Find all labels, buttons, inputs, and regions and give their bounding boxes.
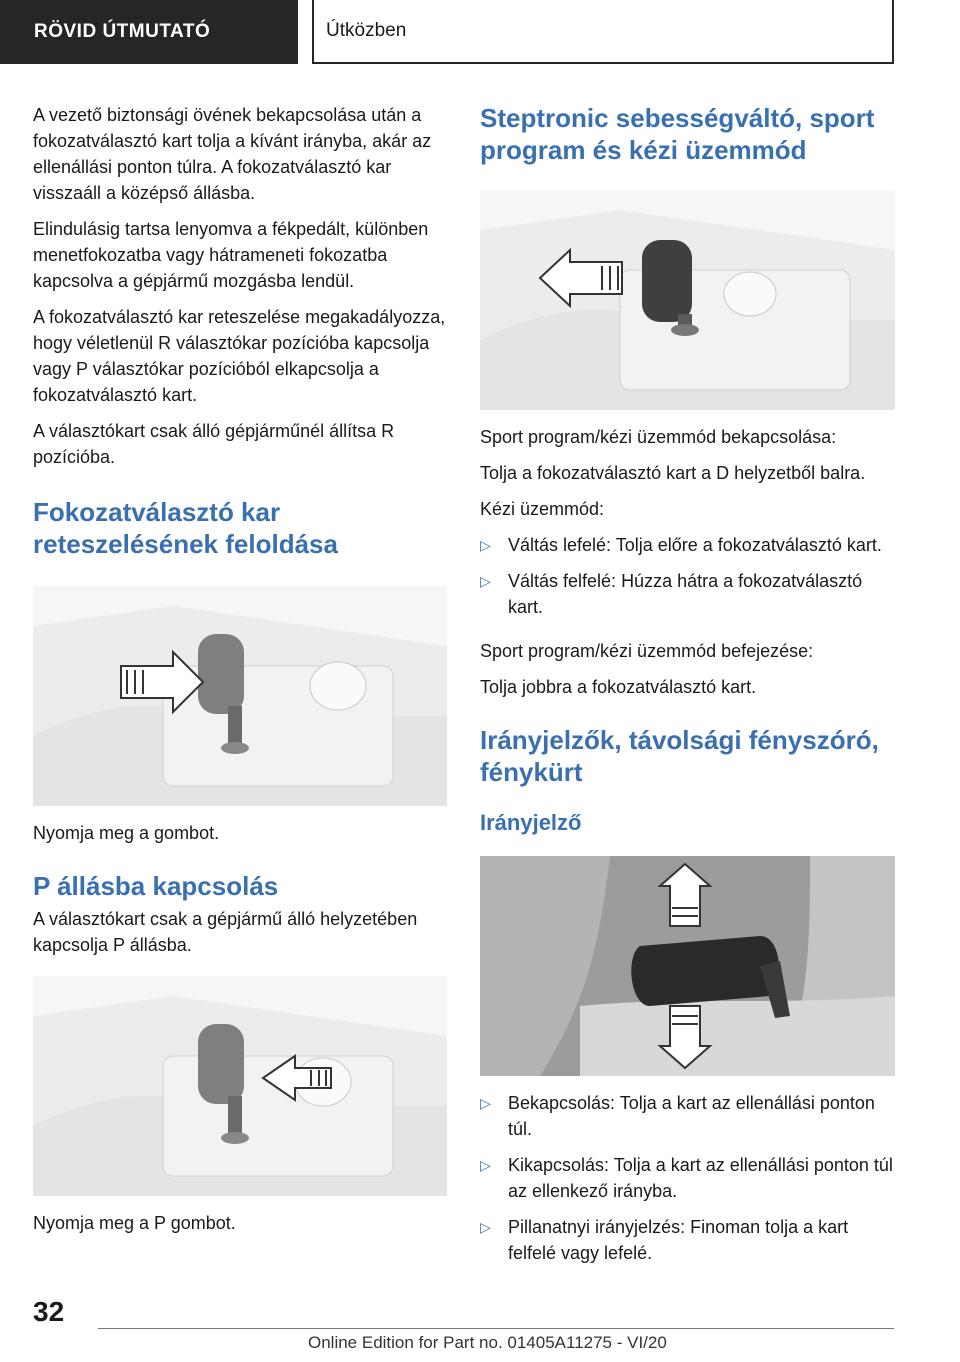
paragraph: Sport program/kézi üzemmód bekapcsolása: [480,427,837,447]
paragraph: A választókart csak álló gépjárműnél állítsa R pozícióba. [33,421,395,467]
figure-caption: Nyomja meg a P gombot. [33,1213,236,1233]
gear-selector-park-illustration [33,976,447,1196]
indicator-list [480,1090,895,1266]
figure-caption: Nyomja meg a gombot. [33,823,220,843]
list-item: ▷ Pillanatnyi irányjelzés: Finoman tolja a kart felfelé vagy lefelé. [480,1214,895,1266]
list-item: ▷ Váltás felfelé: Húzza hátra a fokozatválasztó kart. [480,568,895,620]
triangle-right-icon: ▷ [480,1157,491,1173]
footer-divider [98,1328,894,1329]
page-number: 32 [33,1296,65,1327]
list-item: ▷ Bekapcsolás: Tolja a kart az ellenállási ponton túl. [480,1090,895,1142]
paragraph: A vezető biztonsági övének bekapcsolása után a fokozatválasztó kart tolja a kívánt irányba, akár az ellenállási ponton túlra. A fokozatválasztó kar visszaáll a középső állásba. [33,105,432,203]
section-heading-park: P állásba kapcsolás [33,871,279,901]
footer-edition: Online Edition for Part no. 01405A11275 - VI/20 [308,1333,667,1352]
paragraph: Tolja jobbra a fokozatválasztó kart. [480,677,757,697]
list-item: ▷ Kikapcsolás: Tolja a kart az ellenállási ponton túl az ellenkező irányba. [480,1152,895,1204]
paragraph: Sport program/kézi üzemmód befejezése: [480,641,814,661]
triangle-right-icon: ▷ [480,573,491,589]
section-heading-indicators: Irányjelzők, távolsági fényszóró, fénykürt [480,725,879,787]
paragraph: A választókart csak a gépjármű álló helyzetében kapcsolja P állásba. [33,909,418,955]
section-heading-unlock: Fokozatválasztó kar reteszelésének feloldása [33,497,338,559]
left-column [33,102,447,1246]
triangle-right-icon: ▷ [480,1095,491,1111]
header-section-tab [0,0,298,64]
gear-selector-sport-illustration [480,190,895,410]
triangle-right-icon: ▷ [480,537,491,553]
turn-signal-lever-illustration [480,856,895,1076]
gear-selector-unlock-illustration [33,586,447,806]
header-section-label: RÖVID ÚTMUTATÓ [34,21,211,42]
subheading-indicator: Irányjelző [480,810,582,835]
paragraph: Kézi üzemmód: [480,499,605,519]
manual-mode-list [480,532,895,620]
paragraph: A fokozatválasztó kar reteszelése megakadályozza, hogy véletlenül R választókar pozícióba kapcsolja vagy P választókar pozícióból elkapcsolja a fokozatválasztó kart. [33,307,446,405]
right-column [480,102,895,1276]
paragraph: Elindulásig tartsa lenyomva a fékpedált, különben menetfokozatba vagy hátrameneti fokozatba kapcsolva a gépjármű mozgásba lendül. [33,219,429,291]
header-chapter-label: Útközben [326,20,407,41]
triangle-right-icon: ▷ [480,1219,491,1235]
header-chapter-box [312,0,894,64]
paragraph: Tolja a fokozatválasztó kart a D helyzetből balra. [480,463,866,483]
section-heading-steptronic: Steptronic sebességváltó, sport program és kézi üzemmód [480,103,875,165]
list-item: ▷ Váltás lefelé: Tolja előre a fokozatválasztó kart. [480,532,895,558]
